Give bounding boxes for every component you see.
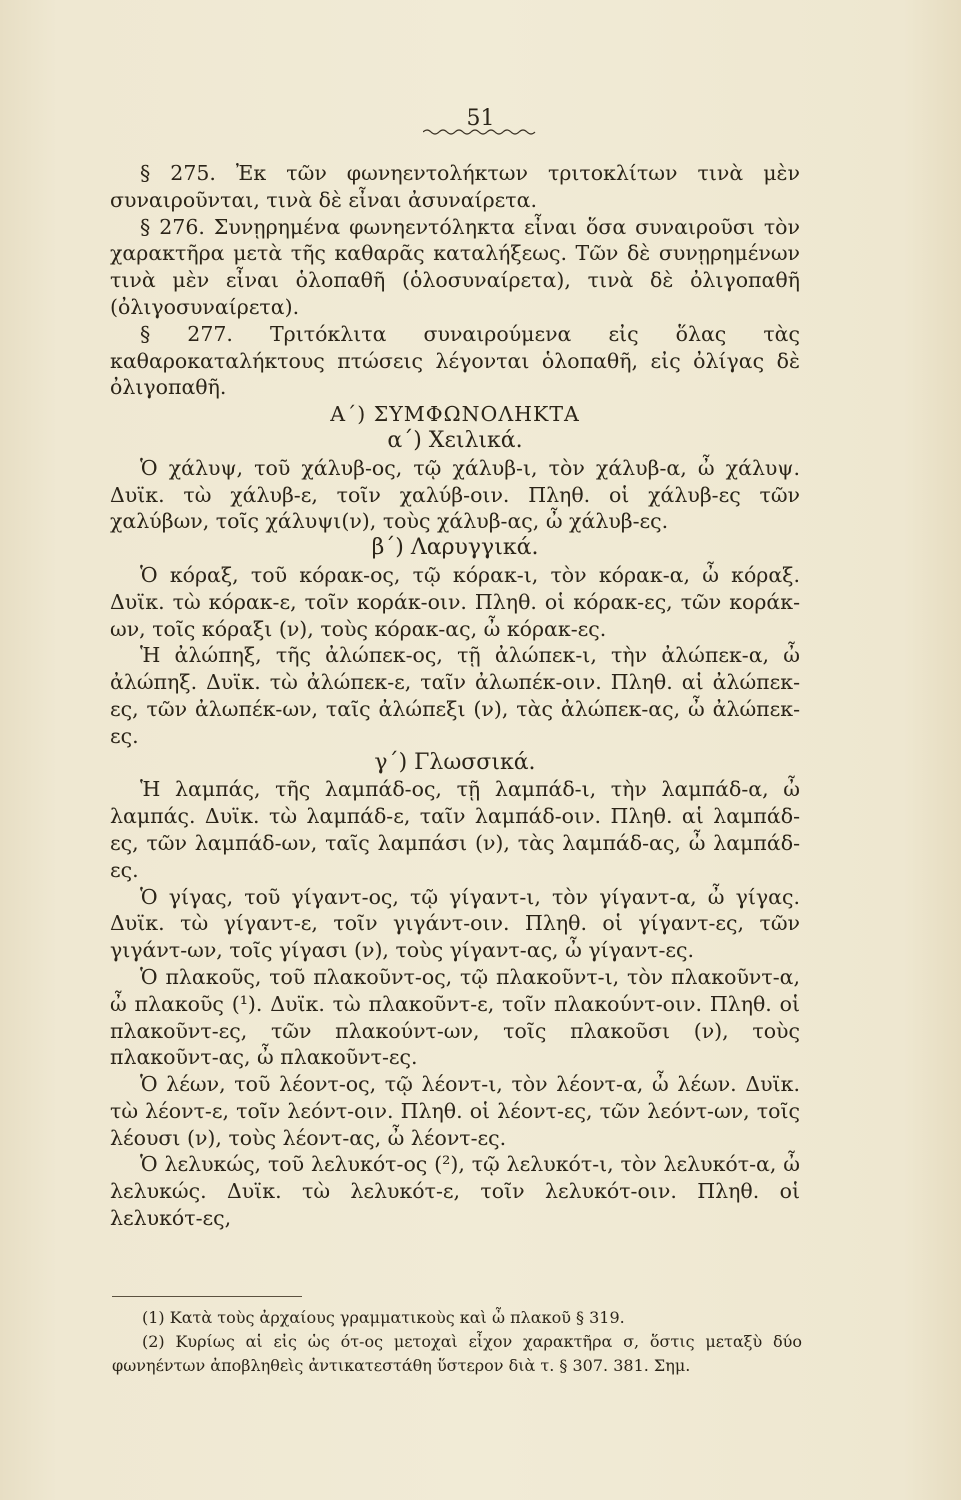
paragraph-277: § 277. Τριτόκλιτα συναιρούμενα εἰς ὅλας τὰς καθαροκαταλήκτους πτώσεις λέγονται ὁλοπαθῆ, εἰς ὀλίγας δὲ ὀλιγοπαθῆ. [110,321,800,400]
heading-labials: α΄) Χειλικά. [387,427,523,453]
example-chalyps: Ὁ χάλυψ, τοῦ χάλυβ-ος, τῷ χάλυβ-ι, τὸν χάλυβ-α, ὦ χάλυψ. Δυϊκ. τὼ χάλυβ-ε, τοῖν χαλύβ-οιν. Πληθ. οἱ χάλυβ-ες τῶν χαλύβων, τοῖς χάλυψι(ν), τοὺς χάλυβ-ας, ὦ χάλυβ-ες. [110,455,800,534]
heading-dentals: γ΄) Γλωσσικά. [374,749,536,775]
page-number: 51 [466,106,495,131]
example-leon: Ὁ λέων, τοῦ λέοντ-ος, τῷ λέοντ-ι, τὸν λέοντ-α, ὦ λέων. Δυϊκ. τὼ λέοντ-ε, τοῖν λεόντ-οιν. Πληθ. οἱ λέοντ-ες, τῶν λεόντ-ων, τοῖς λέουσι (ν), τοὺς λέοντ-ας, ὦ λέοντ-ες. [110,1072,800,1150]
paragraph-276: § 276. Συνῃρημένα φωνηεντόληκτα εἶναι ὅσα συναιροῦσι τὸν χαρακτῆρα μετὰ τῆς καθαρᾶς καταλήξεως. Τῶν δὲ συνῃρημένων τινὰ μὲν εἶναι ὁλοπαθῆ (ὁλοσυναίρετα), τινὰ δὲ ὀλιγοπαθῆ (ὀλιγοσυναίρετα). [110,214,800,319]
example-alopex: Ἡ ἀλώπηξ, τῆς ἀλώπεκ-ος, τῇ ἀλώπεκ-ι, τὴν ἀλώπεκ-α, ὦ ἀλώπηξ. Δυϊκ. τὼ ἀλώπεκ-ε, ταῖν ἀλωπέκ-οιν. Πληθ. αἱ ἀλώπεκ-ες, τῶν ἀλωπέκ-ων, ταῖς ἀλώπεξι (ν), τὰς ἀλώπεκ-ας, ὦ ἀλώπεκ-ες. [110,643,800,748]
example-korax: Ὁ κόραξ, τοῦ κόρακ-ος, τῷ κόρακ-ι, τὸν κόρακ-α, ὦ κόραξ. Δυϊκ. τὼ κόρακ-ε, τοῖν κοράκ-οιν. Πληθ. οἱ κόρακ-ες, τῶν κοράκ-ων, τοῖς κόραξι (ν), τοὺς κόρακ-ας, ὦ κόρακ-ες. [110,562,800,641]
example-lampas: Ἡ λαμπάς, τῆς λαμπάδ-ος, τῇ λαμπάδ-ι, τὴν λαμπάδ-α, ὦ λαμπάς. Δυϊκ. τὼ λαμπάδ-ε, ταῖν λαμπάδ-οιν. Πληθ. αἱ λαμπάδ-ες, τῶν λαμπάδ-ων, ταῖς λαμπάσι (ν), τὰς λαμπάδ-ας, ὦ λαμπάδ-ες. [110,777,800,882]
ornament-wavy-rule [423,128,538,136]
paragraph-275: § 275. Ἐκ τῶν φωνηεντολήκτων τριτοκλίτων τινὰ μὲν συναιροῦνται, τινὰ δὲ εἶναι ἀσυναίρετα. [110,161,800,212]
example-gigas: Ὁ γίγας, τοῦ γίγαντ-ος, τῷ γίγαντ-ι, τὸν γίγαντ-α, ὦ γίγας. Δυϊκ. τὼ γίγαντ-ε, τοῖν γιγάντ-οιν. Πληθ. οἱ γίγαντ-ες, τῶν γιγάντ-ων, τοῖς γίγασι (ν), τοὺς γίγαντ-ας, ὦ γίγαντ-ες. [110,884,800,963]
heading-gutturals: β΄) Λαρυγγικά. [371,535,539,561]
example-lelykos: Ὁ λελυκώς, τοῦ λελυκότ-ος (²), τῷ λελυκότ-ι, τὸν λελυκότ-α, ὦ λελυκώς. Δυϊκ. τὼ λελυκότ-ε, τοῖν λελυκότ-οιν. Πληθ. οἱ λελυκότ-ες, [110,1152,800,1231]
footnote-divider [112,1296,302,1297]
footnotes [112,1306,802,1378]
footnote-2: (2) Κυρίως αἱ εἰς ὡς ότ-ος μετοχαὶ εἶχον χαρακτῆρα σ, ὅστις μεταξὺ δύο φωνηέντων ἀποβληθεὶς ἀντικατεστάθη ὕστερον διὰ τ. § 307. 381. Σημ. [112,1332,802,1375]
main-text [110,160,800,1232]
footnote-1: (1) Κατὰ τοὺς ἀρχαίους γραμματικοὺς καὶ ὦ πλακοῦ § 319. [142,1308,625,1327]
example-plakous: Ὁ πλακοῦς, τοῦ πλακοῦντ-ος, τῷ πλακοῦντ-ι, τὸν πλακοῦντ-α, ὦ πλακοῦς (¹). Δυϊκ. τὼ πλακοῦντ-ε, τοῖν πλακούντ-οιν. Πληθ. οἱ πλακοῦντ-ες, τῶν πλακούντ-ων, τοῖς πλακοῦσι (ν), τοὺς πλακοῦντ-ας, ὦ πλακοῦντ-ες. [110,964,800,1070]
heading-consonant-stems: Α΄) ΣΥΜΦΩΝΟΛΗΚΤΑ [330,402,580,427]
